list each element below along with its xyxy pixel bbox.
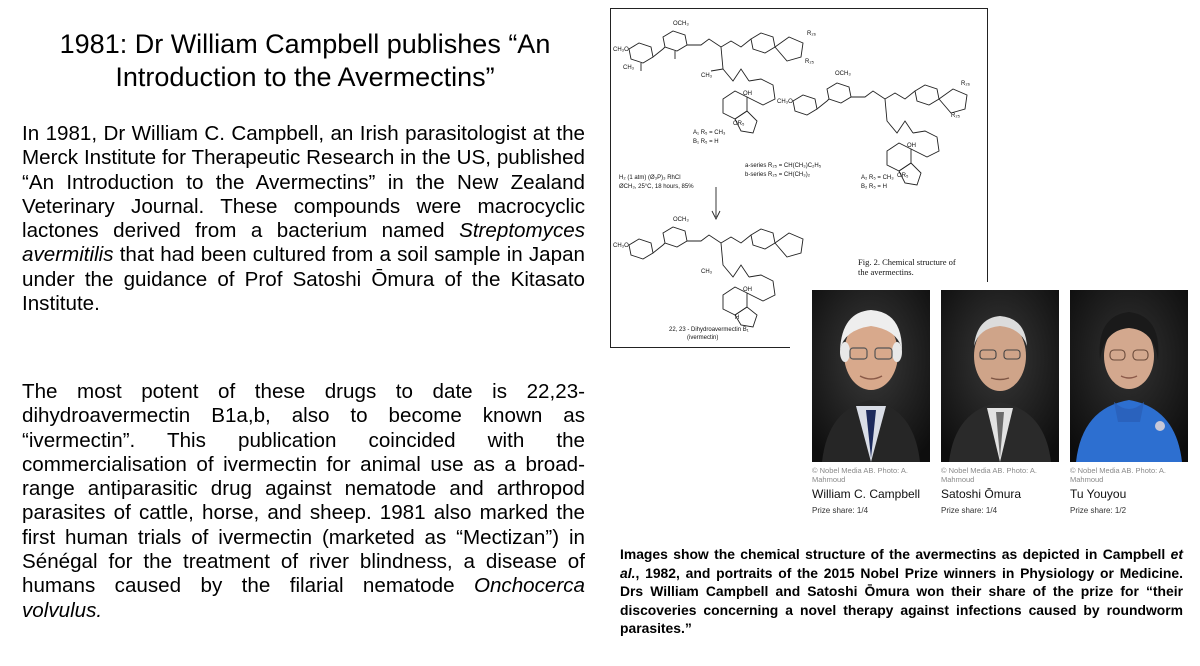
caption-emphasis: et al. (620, 546, 1183, 581)
prize-share: Prize share: 1/4 (812, 506, 869, 515)
atom-label: CH₃ (701, 73, 713, 79)
atom-label: R₂₅ (805, 59, 815, 65)
reaction-conditions-1: H₂ (1 atm) (Ø₃P)₃ RhCl (619, 175, 681, 181)
species-name: Streptomyces avermitilis (22, 219, 585, 267)
body-paragraph-2 (22, 380, 585, 623)
chem-legend-b2: B₂ R₅ = H (861, 184, 887, 190)
atom-label: OR₅ (733, 121, 745, 127)
prize-share: Prize share: 1/2 (1070, 506, 1127, 515)
atom-label: CH₃ (701, 269, 713, 275)
portrait-campbell (812, 290, 930, 462)
atom-label: CH₃ (623, 65, 635, 71)
atom-label: R₂₆ (807, 31, 817, 37)
chem-legend-b-series: b-series R₂₅ = CH(CH₃)₂ (745, 172, 811, 178)
atom-label: OH (907, 143, 916, 149)
ivermectin-structure (629, 227, 803, 327)
product-alias: (ivermectin) (687, 335, 719, 341)
slide-title: 1981: Dr William Campbell publishes “An Introduction to the Avermectins” (59, 29, 551, 92)
portrait-tu-youyou (1070, 290, 1188, 462)
species-name: Onchocerca volvulus. (22, 574, 585, 622)
body-paragraph-1 (22, 122, 585, 316)
atom-label: CH₃O (613, 243, 629, 249)
photo-credit: © Nobel Media AB. Photo: A. Mahmoud (941, 466, 1037, 484)
image-caption (620, 545, 1183, 638)
photo-credit: © Nobel Media AB. Photo: A. Mahmoud (812, 466, 908, 484)
atom-label: OH (743, 287, 752, 293)
laureate-name: William C. Campbell (812, 487, 921, 501)
atom-label: OH (743, 91, 752, 97)
body-text: The most potent of these drugs to date is 22,23-dihydroavermectin B1a,b, also to become known as “ivermectin”. This publication coincided with the commercialisation of ivermectin for animal use as a broad-range antiparasitic drug against nematode and arthropod parasites of cattle, horse, and sheep. 1981 also marked the first human trials of ivermectin (marketed as “Mectizan”) in Sénégal for the treatment of river blindness, a disease of humans caused by the filarial nematode (22, 380, 585, 598)
laureate-name: Satoshi Ōmura (941, 487, 1022, 501)
atom-label: OCH₃ (835, 71, 851, 77)
figure-caption-line: the avermectins. (858, 267, 914, 277)
atom-label: CH₃O (613, 47, 629, 53)
atom-label: R₂₆ (961, 81, 971, 87)
atom-label: OCH₃ (673, 21, 689, 27)
atom-label: OR₅ (897, 173, 909, 179)
prize-share: Prize share: 1/4 (941, 506, 998, 515)
photo-credit: © Nobel Media AB. Photo: A. Mahmoud (1070, 466, 1166, 484)
chem-legend-a2: A₂ R₅ = CH₃ (861, 175, 894, 181)
avermectin-b1-structure (629, 31, 803, 133)
figure-caption-line: Fig. 2. Chemical structure of (858, 257, 956, 267)
caption-text: , 1982, and portraits of the 2015 Nobel Prize winners in Physiology or Medicine. Drs William Campbell and Satoshi Ōmura won their share of the prize for “their discoveries concerning a novel therapy against infections caused by roundworm parasites.” (620, 564, 1183, 636)
nobel-laureates-panel (790, 282, 1190, 522)
body-text: In 1981, Dr William C. Campbell, an Irish parasitologist at the Merck Institute for Therapeutic Research in the US, published “An Introduction to the Avermectins” in the New Zealand Veterinary Journal. These compounds were macrocyclic lactones derived from a bacterium named (22, 122, 585, 243)
figure-caption (858, 257, 982, 277)
chem-legend-a-series: a-series R₂₅ = CH(CH₃)C₂H₅ (745, 163, 822, 169)
product-name: 22, 23 - Dihydroavermectin B₁ (669, 327, 749, 333)
atom-label: H (735, 315, 740, 321)
laureate-name: Tu Youyou (1070, 487, 1127, 501)
atom-label: OCH₃ (673, 217, 689, 223)
reaction-conditions-2: ØCH₃, 25°C, 18 hours, 85% (619, 184, 694, 190)
caption-text: Images show the chemical structure of the avermectins as depicted in Campbell (620, 546, 1171, 562)
portrait-omura (941, 290, 1059, 462)
chem-legend-b1: B₁ R₅ = H (693, 139, 719, 145)
body-text: that had been cultured from a soil sample in Japan under the guidance of Prof Satoshi Ōmura of the Kitasato Institute. (22, 243, 585, 316)
atom-label: CH₃O (777, 99, 793, 105)
atom-label: R₂₅ (951, 113, 961, 119)
avermectin-b2-structure (793, 83, 967, 185)
chem-legend-a1: A₁ R₅ = CH₃ (693, 130, 726, 136)
